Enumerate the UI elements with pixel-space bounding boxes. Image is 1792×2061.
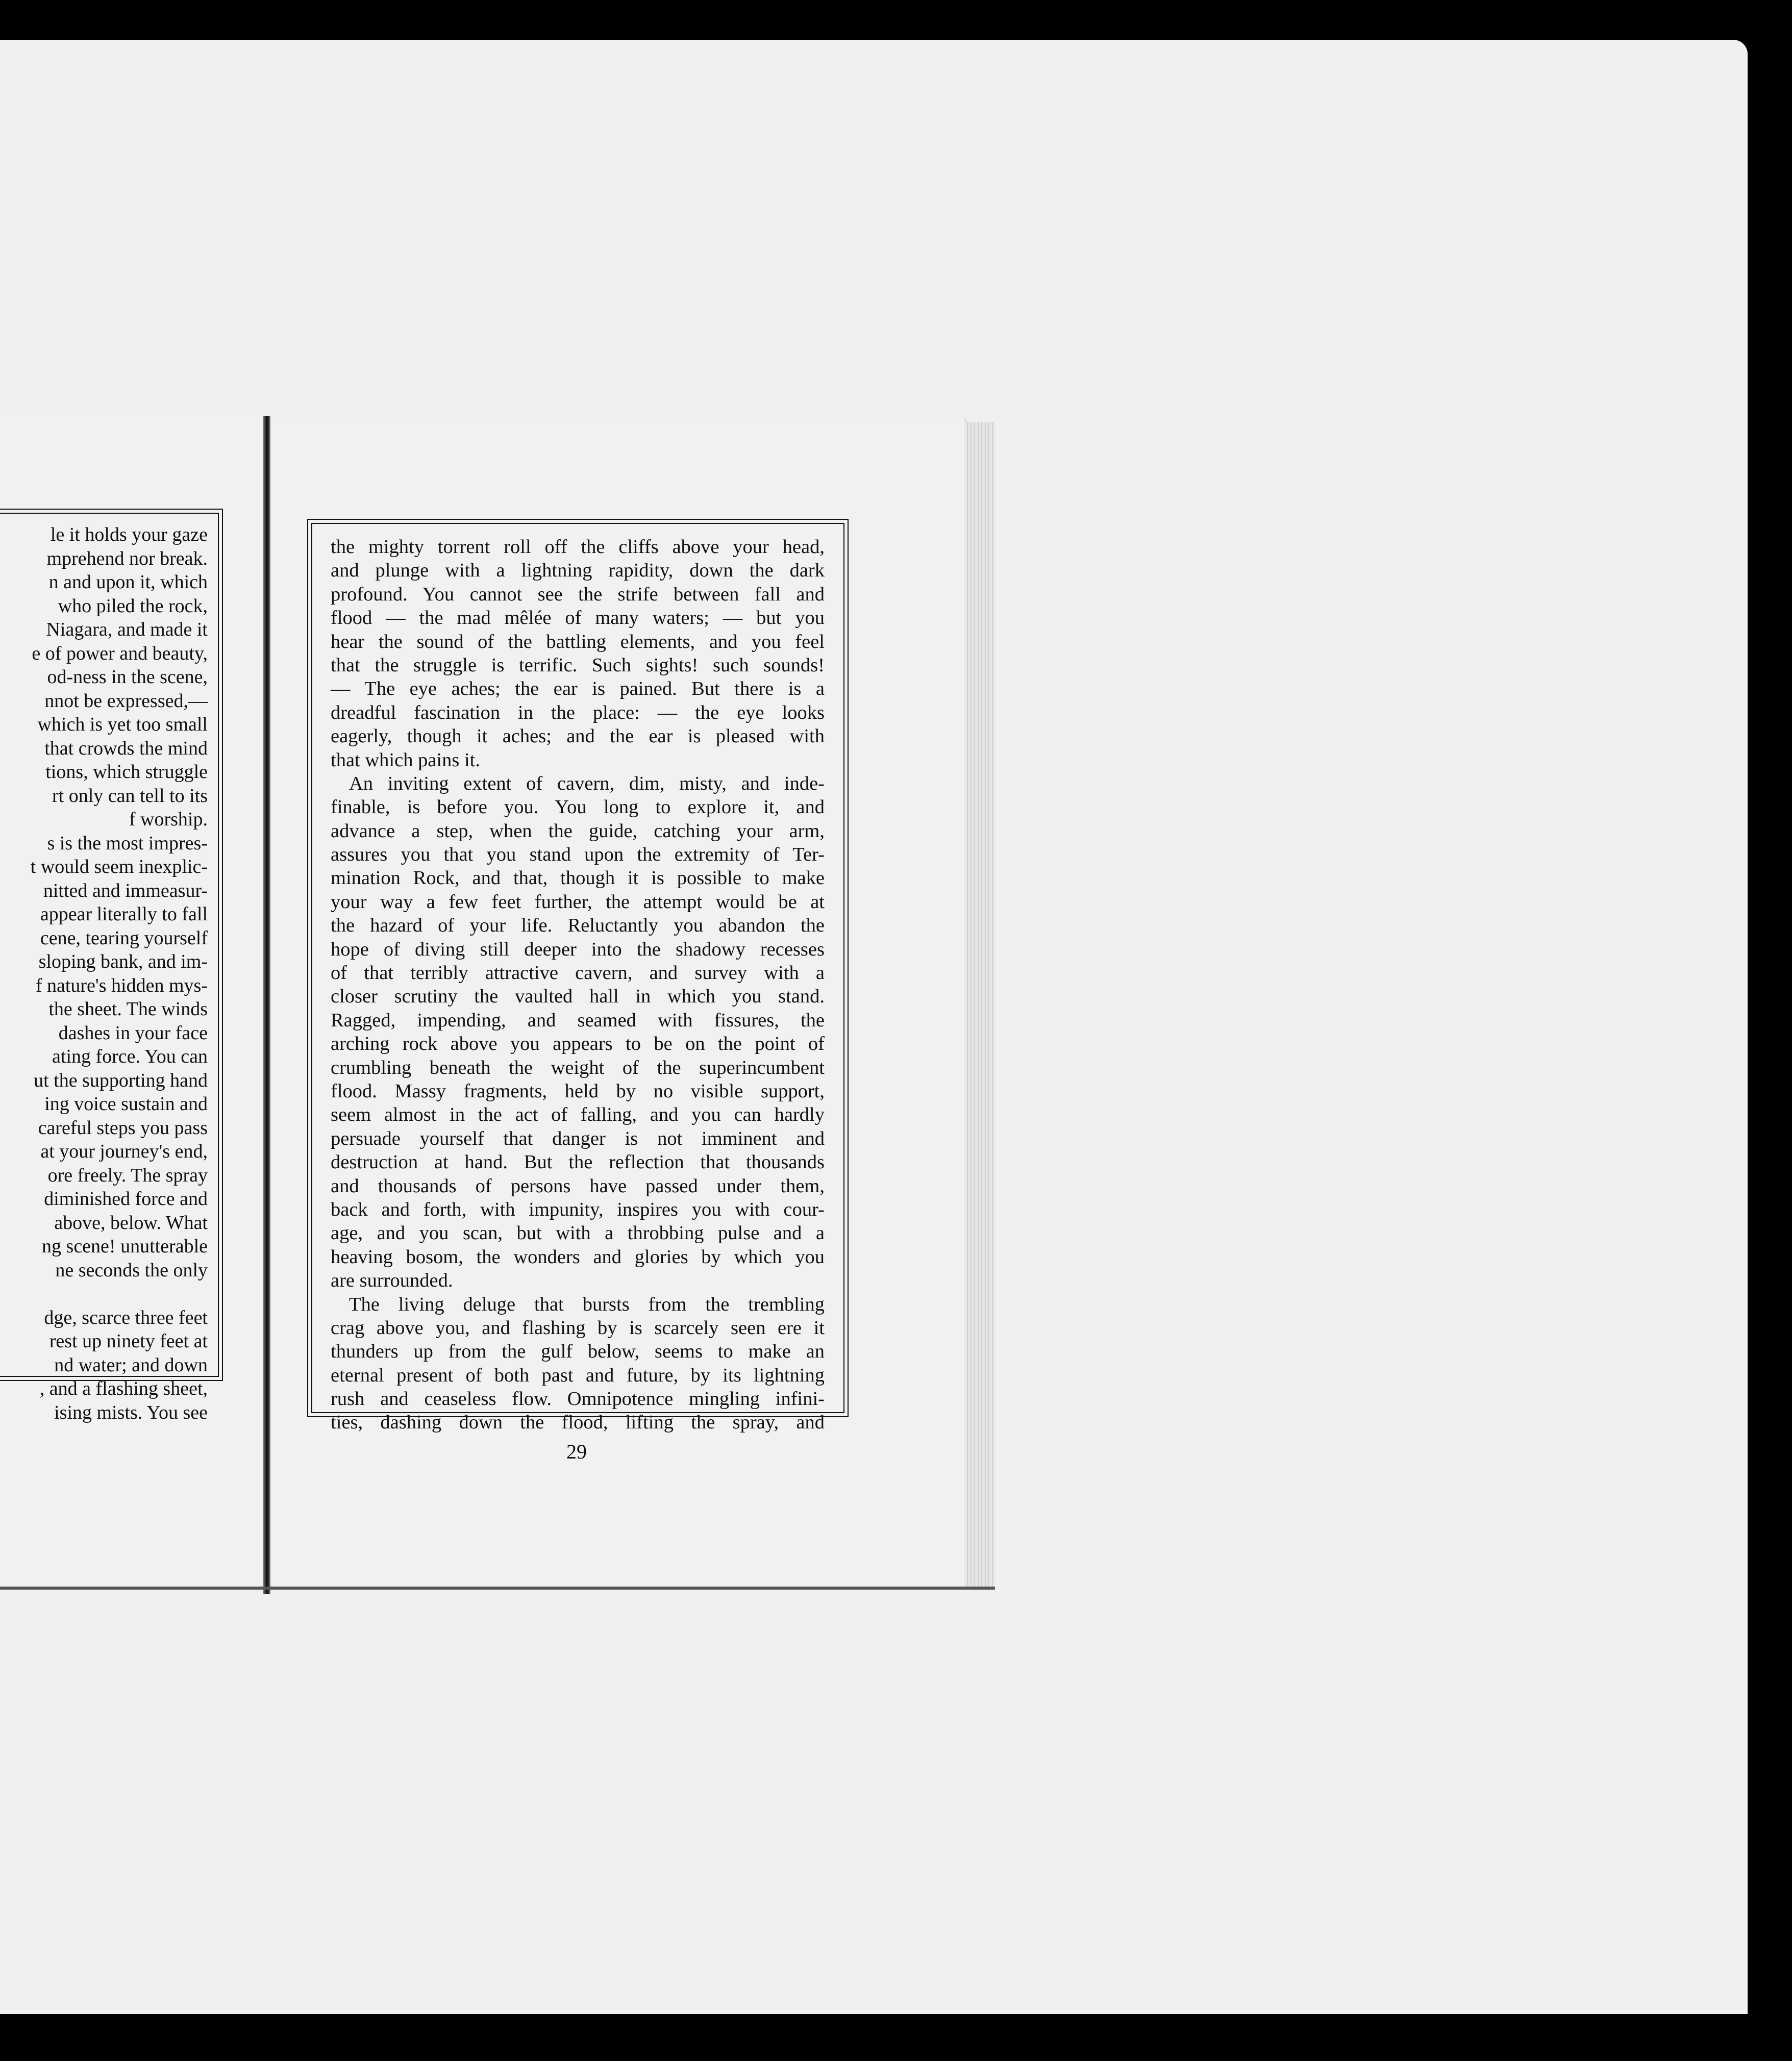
text-line: ne seconds the only bbox=[55, 1259, 208, 1281]
text-line: rush and ceaseless flow. Omnipotence mingling infini- bbox=[331, 1388, 825, 1410]
book-bottom-edge bbox=[0, 1587, 995, 1590]
text-line: s is the most impres- bbox=[47, 832, 208, 854]
text-line: ore freely. The spray bbox=[47, 1164, 208, 1186]
text-line: at your journey's end, bbox=[40, 1141, 208, 1162]
text-line: profound. You cannot see the strife between fall and bbox=[331, 583, 825, 605]
text-line: sloping bank, and im- bbox=[38, 951, 208, 972]
text-line: the mighty torrent roll off the cliffs above your head, bbox=[331, 536, 825, 558]
text-line: The living deluge that bursts from the trembling bbox=[349, 1293, 825, 1315]
text-line: ties, dashing down the flood, lifting the spray, and bbox=[331, 1412, 825, 1434]
text-line: f worship. bbox=[129, 809, 208, 830]
text-line: mprehend nor break. bbox=[46, 547, 208, 569]
text-line: age, and you scan, but with a throbbing pulse and a bbox=[331, 1222, 825, 1244]
text-line: your way a few feet further, the attempt would be at bbox=[331, 891, 825, 913]
text-line: nd water; and down bbox=[54, 1354, 208, 1376]
text-line: cene, tearing yourself bbox=[40, 927, 208, 949]
text-line: tions, which struggle bbox=[45, 761, 208, 783]
text-line: assures you that you stand upon the extremity of Ter- bbox=[331, 844, 825, 866]
text-line: crag above you, and flashing by is scarcely seen ere it bbox=[331, 1317, 825, 1339]
text-line: ating force. You can bbox=[52, 1046, 208, 1067]
text-line: ing voice sustain and bbox=[44, 1093, 208, 1115]
text-line: who piled the rock, bbox=[58, 595, 208, 617]
right-page-text-frame bbox=[311, 523, 844, 1434]
text-line: ising mists. You see bbox=[54, 1401, 208, 1423]
right-page bbox=[270, 418, 966, 1589]
text-line: flood — the mad mêlée of many waters; — but you bbox=[331, 607, 825, 629]
text-line: closer scrutiny the vaulted hall in which you stand. bbox=[331, 986, 825, 1008]
text-line: appear literally to fall bbox=[40, 903, 208, 925]
text-line: the hazard of your life. Reluctantly you abandon the bbox=[331, 915, 825, 937]
text-line: heaving bosom, the wonders and glories by which you bbox=[331, 1246, 825, 1268]
text-line: e of power and beauty, bbox=[32, 642, 208, 664]
text-line: that which pains it. bbox=[331, 749, 480, 771]
text-line: ut the supporting hand bbox=[34, 1069, 208, 1091]
text-line: the sheet. The winds bbox=[48, 998, 208, 1020]
text-line: that crowds the mind bbox=[44, 737, 208, 759]
text-line: eagerly, though it aches; and the ear is pleased with bbox=[331, 725, 825, 747]
text-line: which is yet too small bbox=[37, 714, 208, 735]
text-line: eternal present of both past and future, by its lightning bbox=[331, 1364, 825, 1386]
text-line: thunders up from the gulf below, seems to make an bbox=[331, 1341, 825, 1363]
text-line bbox=[0, 1282, 208, 1306]
text-line: dge, scarce three feet bbox=[44, 1306, 208, 1328]
text-line: f nature's hidden mys- bbox=[35, 974, 208, 996]
text-line: dashes in your face bbox=[58, 1022, 208, 1044]
text-line: — The eye aches; the ear is pained. But there is a bbox=[331, 678, 825, 700]
text-line: Niagara, and made it bbox=[46, 619, 208, 640]
text-line: rt only can tell to its bbox=[52, 785, 208, 807]
page-edges bbox=[964, 422, 995, 1590]
text-line: le it holds your gaze bbox=[50, 524, 208, 545]
text-line: persuade yourself that danger is not imminent and bbox=[331, 1127, 825, 1149]
text-line: and plunge with a lightning rapidity, down the dark bbox=[331, 560, 825, 582]
text-line: careful steps you pass bbox=[38, 1117, 208, 1139]
text-line: seem almost in the act of falling, and you can hardly bbox=[331, 1104, 825, 1126]
text-line: od-ness in the scene, bbox=[47, 666, 208, 688]
text-line: crumbling beneath the weight of the superincumbent bbox=[331, 1057, 825, 1078]
text-line: dreadful fascination in the place: — the eye looks bbox=[331, 701, 825, 723]
text-line: An inviting extent of cavern, dim, misty, and inde- bbox=[349, 772, 825, 794]
text-line: are surrounded. bbox=[331, 1270, 453, 1292]
page-number: 29 bbox=[566, 1440, 587, 1463]
text-line: diminished force and bbox=[44, 1188, 208, 1210]
text-line: Ragged, impending, and seamed with fissures, the bbox=[331, 1009, 825, 1031]
text-line: t would seem inexplic- bbox=[30, 856, 208, 877]
text-line: , and a flashing sheet, bbox=[39, 1378, 208, 1399]
text-line: advance a step, when the guide, catching your arm, bbox=[331, 820, 825, 842]
text-line: n and upon it, which bbox=[48, 571, 208, 593]
right-page-text bbox=[331, 535, 825, 1435]
text-line: hope of diving still deeper into the shadowy recesses bbox=[331, 938, 825, 960]
text-line: nitted and immeasur- bbox=[43, 879, 208, 901]
text-line: nnot be expressed,— bbox=[44, 690, 208, 712]
open-book bbox=[0, 416, 998, 1594]
text-line: arching rock above you appears to be on the point of bbox=[331, 1033, 825, 1055]
text-line: finable, is before you. You long to explore it, and bbox=[331, 796, 825, 818]
text-line: that the struggle is terrific. Such sights! such sounds! bbox=[331, 654, 825, 676]
text-line: destruction at hand. But the reflection that thousands bbox=[331, 1151, 825, 1173]
left-page bbox=[0, 416, 265, 1589]
text-line: flood. Massy fragments, held by no visible support, bbox=[331, 1080, 825, 1102]
text-line: rest up ninety feet at bbox=[49, 1330, 208, 1352]
left-page-text-frame bbox=[0, 513, 219, 1423]
text-line: mination Rock, and that, though it is possible to make bbox=[331, 867, 825, 889]
left-page-text bbox=[0, 523, 208, 1424]
text-line: back and forth, with impunity, inspires you with cour- bbox=[331, 1198, 825, 1220]
text-line: of that terribly attractive cavern, and survey with a bbox=[331, 962, 825, 984]
text-line: above, below. What bbox=[54, 1212, 208, 1234]
text-line: and thousands of persons have passed under them, bbox=[331, 1175, 825, 1197]
book-spine bbox=[263, 416, 270, 1594]
text-line: ng scene! unutterable bbox=[42, 1236, 208, 1257]
text-line: hear the sound of the battling elements, and you feel bbox=[331, 631, 825, 652]
